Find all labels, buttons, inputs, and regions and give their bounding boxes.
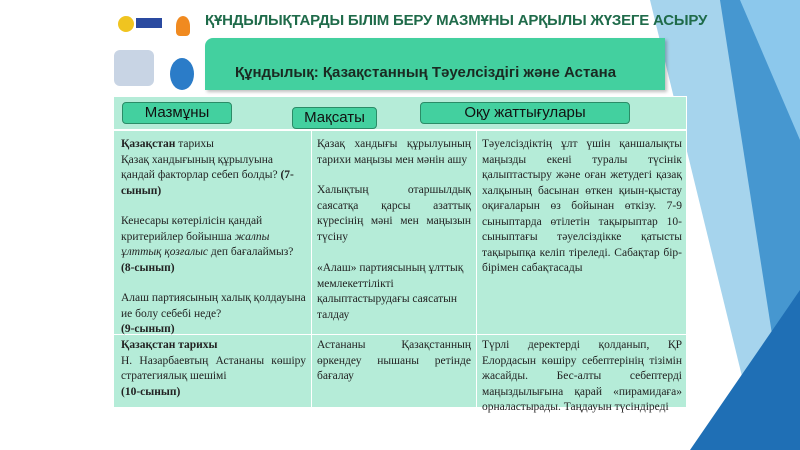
table-row-2-content: Қазақстан тарихы Н. Назарбаевтың Астананы көшіру стратегиялық шешімі (10-сынып) <box>121 339 306 398</box>
table-header-row <box>114 97 686 131</box>
osce-logo <box>136 18 162 28</box>
divider <box>476 131 477 408</box>
logos <box>112 10 202 90</box>
table-row-1-content: Қазақстан тарихы Қазақ хандығының құрылуына қандай факторлар себеп болды? (7-сынып) Кенесары көтерілісін қандай критерийлер бойынша жалпы ұлттық қозғалыс деп бағалаймыз? (8-сынып) Алаш партиясының халық қолдауына ие болу себебі неде? (9-сынып) <box>121 138 306 335</box>
asiad-mascot-logo <box>114 50 154 86</box>
curriculum-table <box>113 96 687 413</box>
emblem-icon <box>118 16 134 32</box>
column-header-content: Мазмұны <box>122 102 232 124</box>
column-header-goals: Мақсаты <box>292 107 377 129</box>
table-row-2-exercises: Түрлі деректерді қолданып, ҚР Елордасын көшіру себептерінің тізімін жасайды. Бес-алты себептерді маңыздылығына қарай «пирамидаға» орналастырады. Таңдауын түсіндіреді <box>482 339 682 413</box>
column-header-exercises: Оқу жаттығулары <box>420 102 630 124</box>
table-row-1-exercises: Тәуелсіздіктің ұлт үшін қаншалықты маңызды екені туралы түсінік қалыптастыру және оған жетудегі қазақ халқының басынан өткен қиын-қыстау оқиғаларын өз бойынан өткізу. 7-9 сыныптарда өтілетін тақырыптар 10-сыныптағы тәуелсіздікке қатысты тақырыпқа келіп тіреледі. Сабақтар бір-бірімен сабақтасады <box>482 138 682 274</box>
banner-title: Құндылық: Қазақстанның Тәуелсіздігі және Астана <box>235 64 617 81</box>
globe-logo <box>170 58 194 90</box>
slide-header-title: ҚҰНДЫЛЫҚТАРДЫ БІЛІМ БЕРУ МАЗМҰНЫ АРҚЫЛЫ ЖҮЗЕГЕ АСЫРУ <box>205 12 708 29</box>
divider <box>311 131 312 408</box>
value-banner <box>205 38 665 90</box>
table-row-1-goals: Қазақ хандығы құрылуының тарихи маңызы мен мәнін ашу Халықтың отаршылдық саясатқа қарсы азаттық күресінің мәні мен маңызын түсіну «Алаш» партиясының ұлттық мемлекеттілікті қалыптастырудағы саясатын талдау <box>317 138 471 321</box>
expo-logo <box>176 16 190 36</box>
table-row-2-goals: Астананы Қазақстанның өркендеу нышаны ретінде бағалау <box>317 339 471 382</box>
